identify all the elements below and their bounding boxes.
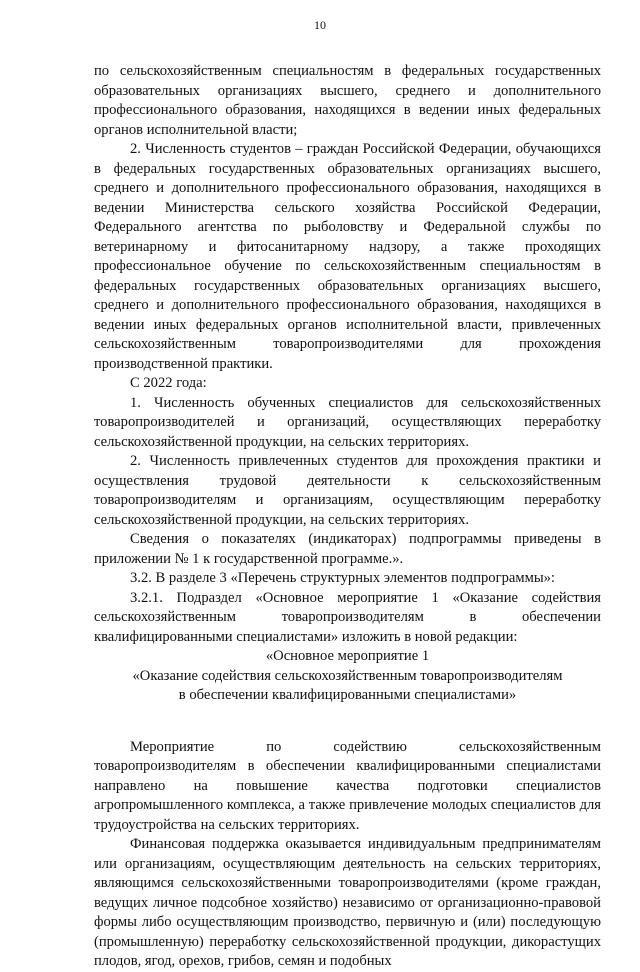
paragraph-since-2022: С 2022 года: [130,375,207,391]
document-body [94,62,601,972]
blank-space [94,706,601,738]
paragraph-measure-description: Мероприятие по содействию сельскохозяйственным товаропроизводителям в обеспечении квалифицированными специалистами направлено на повышение качества подготовки специалистов агропромышленного комплекса, а также привлечение молодых специалистов для трудоустройства на сельских территориях. [94,738,601,833]
heading-line-1: «Основное мероприятие 1 [265,648,430,664]
paragraph-indicator-2: 2. Численность студентов – граждан Российской Федерации, обучающихся в федеральных государственных образовательных организациях высшего, среднего и дополнительного профессионального образования, находящихся в ведении Министерства сельского хозяйства Российской Федерации, Федерального агентства по рыболовству и Федеральной службы по ветеринарному и фитосанитарному надзору, а также проходящих профессиональное обучение по сельскохозяйственным специальностям в федеральных государственных образовательных организациях высшего, среднего и дополнительного профессионального образования, находящихся в ведении иных федеральных органов исполнительной власти, привлеченных сельскохозяйственным товаропроизводителями для прохождения производственной практики. [94,141,601,372]
page-number: 10 [314,18,326,32]
paragraph-indicators-info: Сведения о показателях (индикаторах) подпрограммы приведены в приложении № 1 к государственной программе.». [94,531,601,567]
paragraph-continuation: по сельскохозяйственным специальностям в федеральных государственных образовательных организациях высшего, среднего и дополнительного профессионального образования, находящихся в ведении иных федеральных органов исполнительной власти; [94,63,601,138]
paragraph-section-3-2: 3.2. В разделе 3 «Перечень структурных элементов подпрограммы»: [130,570,555,586]
paragraph-indicator-1-new: 1. Численность обученных специалистов для сельскохозяйственных товаропроизводителей и организаций, осуществляющих переработку сельскохозяйственной продукции, на сельских территориях. [94,394,601,450]
paragraph-indicator-2-new: 2. Численность привлеченных студентов для прохождения практики и осуществления трудовой деятельности к сельскохозяйственным товаропроизводителям и организациям, осуществляющим переработку сельскохозяйственной продукции, на сельских территориях. [94,453,601,528]
heading-line-3: в обеспечении квалифицированными специалистами» [178,687,517,703]
heading-line-2: «Оказание содействия сельскохозяйственным товаропроизводителям [132,667,563,684]
paragraph-financial-support: Финансовая поддержка оказывается индивидуальным предпринимателям или организациям, осуществляющим деятельность на сельских территориях, являющимся сельскохозяйственными товаропроизводителями (кроме граждан, ведущих личное подсобное хозяйство) независимо от организационно-правовой формы либо осуществляющим производство, первичную и (или) последующую (промышленную) переработку сельскохозяйственной продукции, дикорастущих плодов, ягод, орехов, грибов, семян и подобных [94,836,601,969]
paragraph-subsection-3-2-1: 3.2.1. Подраздел «Основное мероприятие 1 «Оказание содействия сельскохозяйственным товаропроизводителям в обеспечении квалифицированными специалистами» изложить в новой редакции: [94,589,601,645]
